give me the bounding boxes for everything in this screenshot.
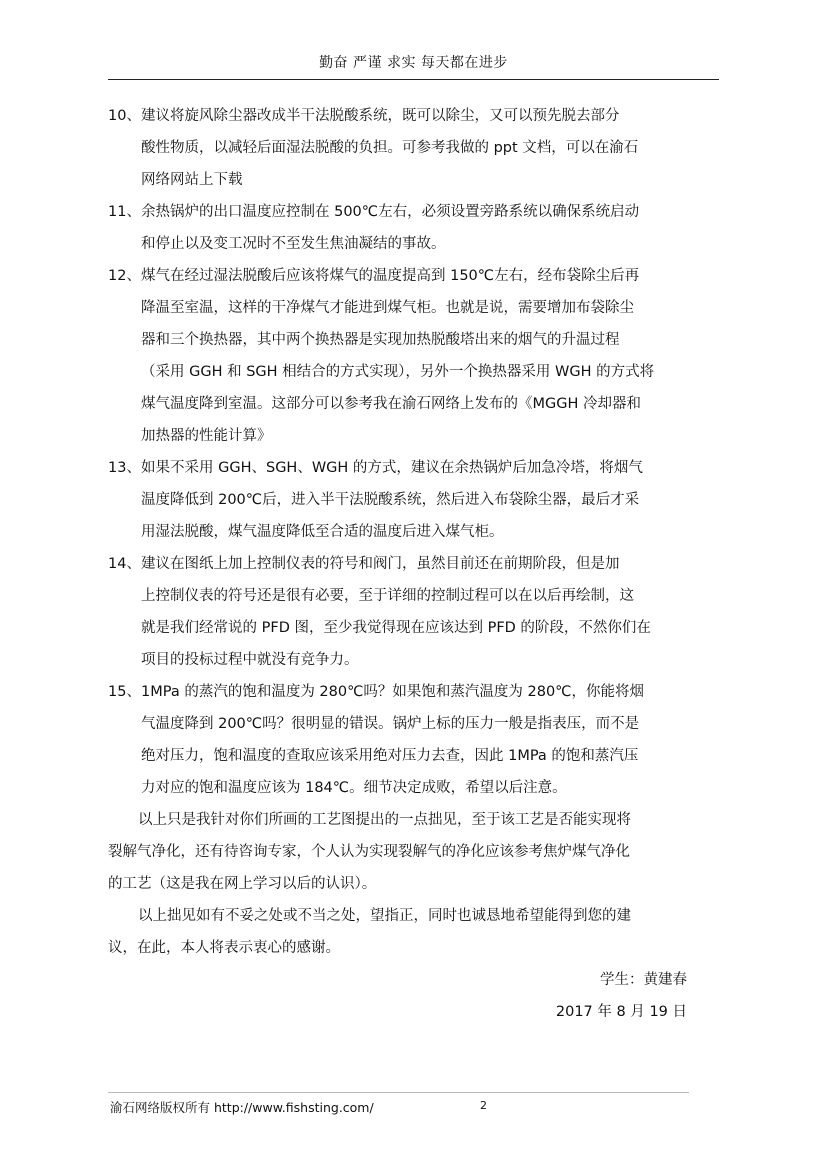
list-item-line: 1MPa 的蒸汽的饱和温度为 280℃吗？如果饱和蒸汽温度为 280℃，你能将烟 (141, 684, 644, 700)
list-item-line: 建议在图纸上加上控制仪表的符号和阀门，虽然目前还在前期阶段，但是加 (141, 556, 620, 572)
list-item-line: 降温至室温，这样的干净煤气才能进到煤气柜。也就是说，需要增加布袋除尘 (141, 300, 634, 316)
list-item-line: 加热器的性能计算》 (141, 428, 272, 444)
list-item-number: 12、 (108, 268, 141, 284)
list-item-line: 煤气温度降到室温。这部分可以参考我在渝石网络上发布的《MGGH 冷却器和 (141, 396, 641, 412)
numbered-list (108, 100, 697, 804)
list-item-line: 和停止以及变工况时不至发生焦油凝结的事故。 (141, 236, 446, 252)
list-item-line: 网络网站上下载 (141, 172, 243, 188)
list-item-line: 酸性物质，以减轻后面湿法脱酸的负担。可参考我做的 ppt 文档，可以在渝石 (141, 140, 639, 156)
list-item-line: 煤气在经过湿法脱酸后应该将煤气的温度提高到 150℃左右，经布袋除尘后再 (141, 268, 640, 284)
list-item-line: 上控制仪表的符号还是很有必要，至于详细的控制过程可以在以后再绘制，这 (141, 588, 634, 604)
page-header: 勤奋 严谨 求实 每天都在进步 (319, 55, 508, 71)
header-divider (108, 79, 719, 80)
document-body (108, 100, 697, 1028)
footer-copyright: 渝石网络版权所有 http://www.fishsting.com/ (110, 1100, 374, 1115)
list-item-line: 如果不采用 GGH、SGH、WGH 的方式，建议在余热锅炉后加急冷塔，将烟气 (141, 460, 643, 476)
list-item-number: 10、 (108, 108, 141, 124)
list-item-line: 气温度降到 200℃吗？很明显的错误。锅炉上标的压力一般是指表压，而不是 (141, 716, 640, 732)
paragraph-line: 以上拙见如有不妥之处或不当之处，望指正，同时也诚恳地希望能得到您的建 (138, 908, 631, 924)
signature-date: 2017 年 8 月 19 日 (555, 1004, 687, 1020)
footer-divider (108, 1092, 689, 1093)
list-item-number: 14、 (108, 556, 141, 572)
page-number: 2 (480, 1099, 487, 1112)
signature-name: 学生：黄建春 (600, 972, 687, 988)
paragraph (108, 804, 697, 900)
list-item-line: 余热锅炉的出口温度应控制在 500℃左右，必须设置旁路系统以确保系统启动 (141, 204, 640, 220)
list-item-line: 就是我们经常说的 PFD 图，至少我觉得现在应该达到 PFD 的阶段，不然你们在 (141, 620, 651, 636)
paragraph-line: 裂解气净化，还有待咨询专家，个人认为实现裂解气的净化应该参考焦炉煤气净化 (108, 844, 630, 860)
list-item-line: 用湿法脱酸，煤气温度降低至合适的温度后进入煤气柜。 (141, 524, 504, 540)
list-item-number: 13、 (108, 460, 141, 476)
list-item-line: 力对应的饱和温度应该为 184℃。细节决定成败，希望以后注意。 (141, 780, 567, 796)
list-item-number: 15、 (108, 684, 141, 700)
paragraph-line: 议，在此，本人将表示衷心的感谢。 (108, 940, 340, 956)
list-item (108, 452, 697, 548)
list-item (108, 548, 697, 676)
list-item-line: 温度降低到 200℃后，进入半干法脱酸系统，然后进入布袋除尘器，最后才采 (141, 492, 640, 508)
list-item-line: 建议将旋风除尘器改成半干法脱酸系统，既可以除尘，又可以预先脱去部分 (141, 108, 620, 124)
paragraph-line: 以上只是我针对你们所画的工艺图提出的一点拙见，至于该工艺是否能实现将 (138, 812, 631, 828)
paragraph (108, 900, 697, 964)
list-item-line: 绝对压力，饱和温度的查取应该采用绝对压力去查，因此 1MPa 的饱和蒸汽压 (141, 748, 639, 764)
list-item-number: 11、 (108, 204, 141, 220)
list-item-line: （采用 GGH 和 SGH 相结合的方式实现），另外一个换热器采用 WGH 的方式将 (141, 364, 655, 380)
list-item (108, 260, 697, 452)
list-item (108, 676, 697, 804)
list-item-line: 项目的投标过程中就没有竞争力。 (141, 652, 359, 668)
list-item-line: 器和三个换热器，其中两个换热器是实现加热脱酸塔出来的烟气的升温过程 (141, 332, 620, 348)
list-item (108, 100, 697, 196)
list-item (108, 196, 697, 260)
closing-paragraphs (108, 804, 697, 964)
paragraph-line: 的工艺（这是我在网上学习以后的认识）。 (108, 876, 377, 892)
